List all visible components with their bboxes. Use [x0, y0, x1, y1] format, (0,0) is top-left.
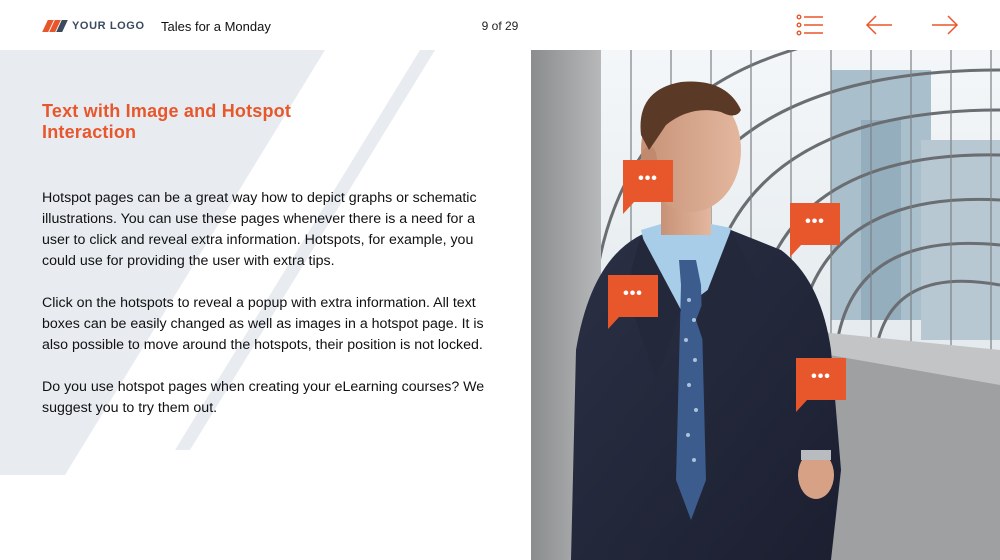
- next-button[interactable]: [930, 12, 960, 38]
- hotspot-4[interactable]: [796, 358, 846, 414]
- previous-button[interactable]: [864, 12, 894, 38]
- menu-button[interactable]: [795, 12, 825, 38]
- slide-title: Text with Image and Hotspot Interaction: [42, 101, 292, 142]
- chat-bubble-icon: •••: [623, 160, 673, 202]
- hotspot-1[interactable]: [623, 160, 673, 216]
- course-title: Tales for a Monday: [161, 19, 271, 34]
- chat-bubble-icon: •••: [796, 358, 846, 400]
- arrow-left-icon: [864, 12, 894, 38]
- page-counter: 9 of 29: [481, 19, 519, 33]
- paragraph-2: Click on the hotspots to reveal a popup with extra information. All text boxes can be easily changed as well as images in a hotspot page. It is also possible to move around the hotspots, their position is not locked.: [42, 295, 484, 353]
- paragraph-1: Hotspot pages can be a great way how to depict graphs or schematic illustrations. You can use these pages whenever there is a need for a user to click and reveal extra information. Hotspots, for example, you could use for providing the user with extra tips.: [42, 190, 477, 269]
- hotspot-3[interactable]: [608, 275, 658, 331]
- logo: [42, 20, 145, 32]
- chat-bubble-icon: •••: [608, 275, 658, 317]
- list-menu-icon: [795, 12, 825, 38]
- chat-bubble-icon: •••: [790, 203, 840, 245]
- hotspot-2[interactable]: [790, 203, 840, 259]
- businessman-photo: [531, 50, 1000, 560]
- top-bar: [0, 0, 1000, 50]
- arrow-right-icon: [930, 12, 960, 38]
- logo-text: YOUR LOGO: [72, 20, 145, 32]
- paragraph-3: Do you use hotspot pages when creating your eLearning courses? We suggest you to try them out.: [42, 379, 485, 416]
- logo-mark-icon: [42, 20, 66, 32]
- hotspot-image: [531, 50, 1000, 560]
- content-panel: [0, 50, 531, 560]
